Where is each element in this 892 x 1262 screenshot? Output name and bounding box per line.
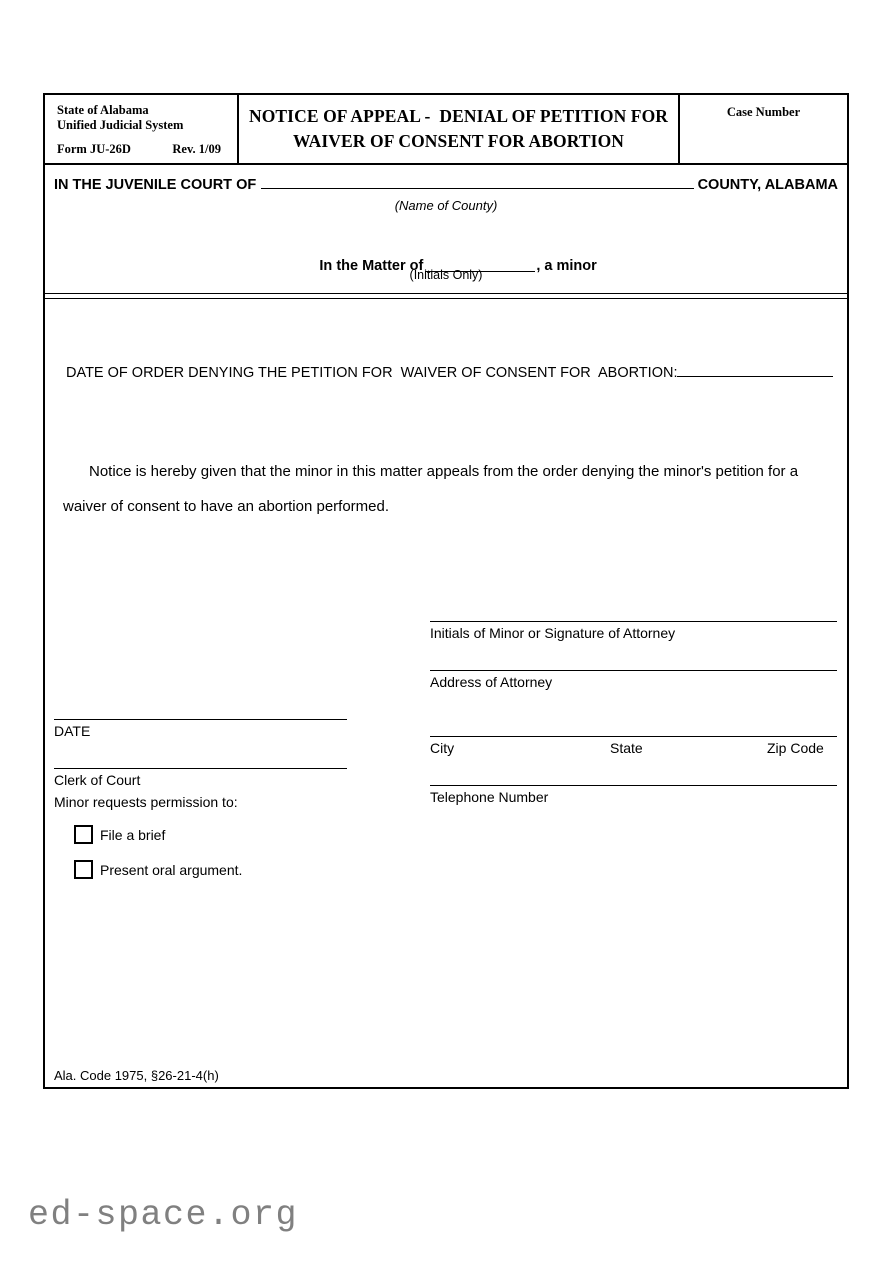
request-option-file-a-brief[interactable]	[74, 825, 165, 844]
form-title-line1: NOTICE OF APPEAL - DENIAL OF PETITION FOR	[248, 106, 669, 126]
case-number-cell[interactable]	[680, 95, 847, 163]
checkbox-file-a-brief[interactable]	[74, 825, 93, 844]
form-revision: Rev. 1/09	[172, 142, 221, 156]
signature-rule-address[interactable]	[430, 670, 837, 671]
agency-name-line1: State of Alabama	[57, 103, 149, 117]
court-suffix-label: COUNTY, ALABAMA	[697, 177, 838, 193]
state-label: State	[610, 740, 643, 756]
case-caption-block	[45, 165, 847, 293]
signature-rule-city-state-zip[interactable]	[430, 736, 837, 737]
request-option-label: File a brief	[100, 826, 166, 843]
city-label: City	[430, 740, 455, 756]
form-header	[45, 95, 847, 165]
initials-caption: (Initials Only)	[409, 268, 483, 282]
form-title-line2: WAIVER OF CONSENT FOR ABORTION	[292, 131, 625, 151]
checkbox-present-oral-argument[interactable]	[74, 860, 93, 879]
matter-prefix-label: In the Matter of	[319, 258, 424, 274]
date-label: DATE	[54, 723, 91, 739]
signature-rule-telephone[interactable]	[430, 785, 837, 786]
agency-identification-cell	[45, 95, 239, 163]
agency-name-line2: Unified Judicial System	[57, 118, 184, 132]
clerk-of-court-rule[interactable]	[54, 768, 347, 769]
zip-code-label: Zip Code	[767, 740, 824, 756]
form-number: Form JU-26D	[57, 142, 131, 156]
court-prefix-label: IN THE JUVENILE COURT OF	[54, 177, 257, 193]
signature-label-city-state-zip	[430, 740, 837, 756]
signature-label-initials: Initials of Minor or Signature of Attorney	[430, 625, 676, 641]
signature-label-telephone: Telephone Number	[430, 789, 549, 805]
county-caption: (Name of County)	[394, 198, 498, 213]
clerk-of-court-label: Clerk of Court	[54, 772, 141, 788]
statute-citation: Ala. Code 1975, §26-21-4(h)	[54, 1068, 219, 1083]
matter-suffix-label: , a minor	[536, 258, 597, 274]
order-date-line	[66, 365, 833, 381]
order-date-blank[interactable]	[677, 375, 833, 377]
signature-label-address: Address of Attorney	[430, 674, 553, 690]
form-number-row	[57, 142, 229, 157]
case-number-label: Case Number	[726, 105, 801, 119]
site-watermark: ed-space.org	[28, 1195, 299, 1235]
court-form-sheet	[43, 93, 849, 1089]
county-name-blank[interactable]	[261, 187, 693, 189]
notice-paragraph: Notice is hereby given that the minor in this matter appeals from the order denying the minor's petition for a waiver of consent to have an abortion performed.	[63, 463, 799, 515]
request-option-label: Present oral argument.	[100, 861, 243, 878]
court-name-line	[54, 177, 838, 193]
date-rule[interactable]	[54, 719, 347, 720]
signature-rule-initials[interactable]	[430, 621, 837, 622]
order-date-label: DATE OF ORDER DENYING THE PETITION FOR WAIVER OF CONSENT FOR ABORTION:	[66, 365, 678, 381]
form-body	[45, 299, 847, 1089]
in-the-matter-line	[45, 242, 847, 290]
requests-heading: Minor requests permission to:	[54, 794, 238, 810]
form-title-cell	[239, 95, 680, 163]
request-option-present-oral-argument[interactable]	[74, 860, 242, 879]
